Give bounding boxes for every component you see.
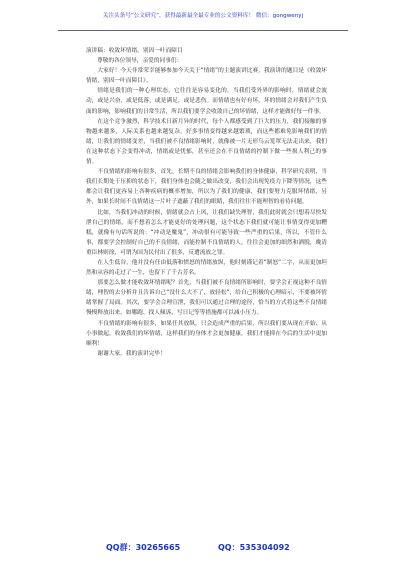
body-paragraph: 在这个竞争激烈，科学技术日新月异的时代，每个人都感受到了巨大的压力，我们接触的事物越来越多，人际关系也越来越复杂，好多事情变得越来越繁琐，而这些都难免影响我们的情绪，让我们的情绪变差，当我们被不良情绪影响时，就像被一片无形乌云笼罩无法走出来，我们在这种状态下会变得冲动，情绪或是忧郁，甚至还会在不良情绪的控制下做一些损人利己的事情。 — [86, 118, 327, 166]
footer-banner — [0, 540, 408, 560]
footer-qq-group: QQ群：30265665 — [106, 543, 181, 552]
speech-title: 演讲稿：收敛坏情绪，别因一叶而障目 — [86, 48, 183, 54]
greeting-paragraph: 大家好！今天非常荣幸能够参加今天关于“情绪”的主题演讲比赛，我演讲的题目是《收敛坏情绪，别因一叶而障目》。 — [86, 68, 327, 85]
header-banner — [58, 8, 348, 31]
body-paragraph: 在人生低谷，他并没有任由低落和愤怒的情绪放纵，他时刻谨记着“制怒”二字，从而更加坦然和从容的走过了一生，也留下了千古芳名。 — [86, 259, 327, 277]
body-paragraph: 情绪是我们的一种心理状态，它往往是容易变化的，当我们受外界的影响时，情绪就会波动，或是兴奋，或是低落，或是满足，或是悲伤。而情绪也有好有坏，坏的情绪会对我们产生负面的影响，影响我们的日常生活，所以我们要学会收敛自己的坏情绪，这样才能做好每一件事。 — [86, 88, 327, 115]
footer-qq-number: QQ：535304092 — [218, 543, 290, 552]
body-paragraph: 那要怎么做才能收敛坏情绪呢？首先，当我们被不良情绪所影响时，要学会正视这种不良情绪，理智的去分析并且告诉自己“没什么大不了，放轻松”，给自己积极的心理暗示，不要被坏情绪掌握了局面。其次，要学会合理宣泄，我们可以通过合理的途径，恰当的方式将这些不良情绪慢慢释放出来，如哪跑、找人倾诉、写日记等等措施都可以减小压力。 — [86, 280, 327, 317]
salutation: 尊敬的各位领导，亲爱的同事们： — [97, 58, 183, 65]
body-paragraph: 比如，当我们冲动的时候，情绪就会占上风，让我们缺失理智，我们此时就会只想着尽快发泄自己的情绪，而不想着怎么才能更好的处理问题，这个状态下我们就可能让事情变得更加糟糕，就像有句话所说的：“冲动是魔鬼”，冲动很有可能导致一些严重的后果，所以，不管什么事，都要学会控制好自己的不良情绪，而能控制不良情绪的人，往往会更加的细然和洒脱，晚清重臣林则徐，可谓为国为民付出了很多，反遭流放之罪。 — [86, 209, 327, 256]
closing-line: 谢谢大家，我的演讲完毕！ — [97, 350, 166, 357]
body-paragraph: 不良情绪的影响有很多，首先，长期不良的情绪会影响我们的身体健康，科学研究表明，当我们长期处于压抑的状态下，我们身体也会随之做出改变，我们会出现免疫力下降等情况，这些都会让我们更容易上各种疾病的概率增加，所以为了我们的健康，我们要努力克服坏情绪，另外，如果长时间不良情绪这一片叶子遮蔽了我们的眼睛，我们往往不能理智的看待问题。 — [86, 169, 327, 206]
header-banner-text: 关注头条号“公文研究”，获得最新最全最专业的公文资料库！ 微信：gongwenyj — [102, 13, 304, 19]
document-body — [86, 46, 327, 359]
body-paragraph: 不良情绪的影响有很多，如果任其放纵，只会造成严重的后果，所以我们要从现在开始、从小事做起，收敛我们的坏情绪，这样我们的身体才会更加健康，我们才能抑在今后的生活中更加顺利！ — [86, 320, 327, 347]
